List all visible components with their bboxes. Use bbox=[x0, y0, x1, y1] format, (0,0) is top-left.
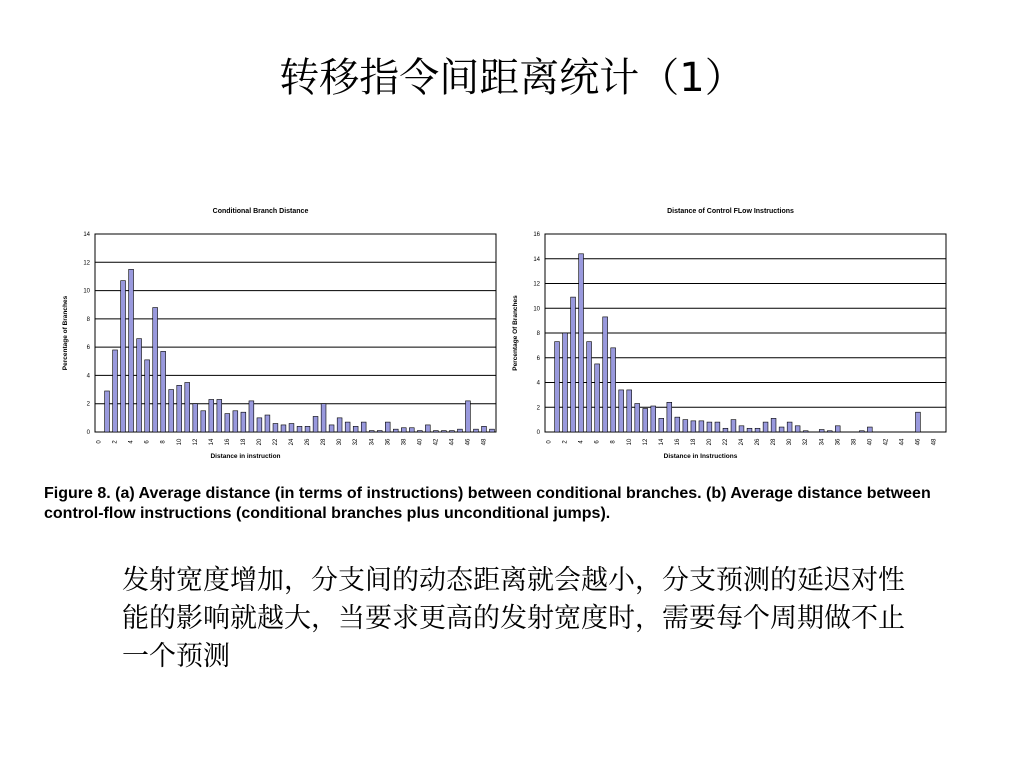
bar bbox=[377, 431, 382, 432]
bar bbox=[393, 429, 398, 432]
y-tick-label: 4 bbox=[86, 373, 90, 380]
x-tick-label: 28 bbox=[321, 438, 328, 446]
bar bbox=[667, 402, 672, 432]
bar bbox=[425, 425, 430, 432]
bar bbox=[458, 429, 463, 432]
x-tick-label: 22 bbox=[723, 438, 730, 446]
x-tick-label: 44 bbox=[899, 438, 906, 446]
bar bbox=[859, 431, 864, 432]
x-tick-label: 12 bbox=[192, 438, 199, 446]
y-tick-label: 10 bbox=[533, 306, 540, 313]
x-tick-label: 34 bbox=[819, 438, 826, 446]
bar bbox=[433, 431, 438, 432]
x-tick-label: 48 bbox=[931, 438, 938, 446]
bar bbox=[281, 425, 286, 432]
bar bbox=[401, 428, 406, 432]
y-tick-label: 0 bbox=[536, 430, 540, 436]
y-tick-label: 12 bbox=[533, 281, 540, 288]
y-axis-label: Percentage Of Branches bbox=[512, 295, 519, 371]
y-tick-label: 16 bbox=[533, 232, 540, 238]
bar bbox=[490, 429, 495, 432]
bar bbox=[385, 422, 390, 432]
bar bbox=[249, 401, 254, 432]
y-tick-label: 8 bbox=[86, 316, 90, 323]
x-tick-label: 16 bbox=[224, 438, 231, 446]
x-tick-label: 40 bbox=[867, 438, 874, 446]
bar bbox=[289, 424, 294, 432]
bar bbox=[651, 406, 656, 432]
x-tick-label: 28 bbox=[771, 438, 778, 446]
bar bbox=[675, 417, 680, 432]
bar bbox=[217, 399, 222, 432]
bar bbox=[145, 360, 150, 432]
x-tick-label: 30 bbox=[337, 438, 344, 446]
bar bbox=[177, 385, 182, 432]
bar bbox=[916, 412, 921, 432]
y-tick-label: 12 bbox=[83, 260, 90, 267]
bar bbox=[779, 427, 784, 432]
slide-title: 转移指令间距离统计（1） bbox=[279, 55, 745, 101]
bar bbox=[563, 333, 568, 432]
bar bbox=[579, 254, 584, 432]
bar bbox=[409, 428, 414, 432]
bar bbox=[731, 420, 736, 432]
x-tick-label: 8 bbox=[610, 440, 617, 444]
bar bbox=[201, 411, 206, 432]
bar bbox=[867, 427, 872, 432]
y-tick-label: 8 bbox=[536, 331, 540, 337]
figure-caption: Figure 8. (a) Average distance (in terms of instructions) between conditional branches. (b) Average distance between control-flow instructions (conditional branches plus unconditional jumps). bbox=[44, 485, 931, 522]
y-tick-label: 4 bbox=[536, 380, 540, 387]
x-tick-label: 24 bbox=[289, 438, 296, 446]
bar bbox=[482, 426, 487, 432]
x-tick-label: 6 bbox=[594, 440, 601, 444]
bar bbox=[643, 408, 648, 432]
bar bbox=[659, 418, 664, 432]
x-tick-label: 12 bbox=[642, 438, 649, 446]
x-tick-label: 6 bbox=[144, 440, 151, 444]
bar bbox=[555, 342, 560, 432]
x-tick-label: 32 bbox=[803, 438, 810, 446]
y-tick-label: 2 bbox=[86, 401, 90, 408]
x-tick-label: 40 bbox=[417, 438, 424, 446]
bar bbox=[627, 390, 632, 432]
bar bbox=[587, 342, 592, 432]
x-tick-label: 46 bbox=[465, 438, 472, 446]
x-tick-label: 4 bbox=[578, 440, 585, 444]
bar bbox=[113, 350, 118, 432]
x-tick-label: 22 bbox=[273, 438, 280, 446]
x-axis-label: Distance in instruction bbox=[210, 453, 281, 460]
y-tick-label: 6 bbox=[86, 345, 90, 352]
chart-title: Conditional Branch Distance bbox=[212, 208, 309, 215]
x-tick-label: 44 bbox=[449, 438, 456, 446]
y-tick-label: 10 bbox=[83, 288, 90, 295]
bar bbox=[739, 426, 744, 432]
bar bbox=[329, 425, 334, 432]
x-tick-label: 30 bbox=[787, 438, 794, 446]
bar bbox=[417, 431, 422, 432]
bar bbox=[611, 348, 616, 432]
x-tick-label: 38 bbox=[851, 438, 858, 446]
bar bbox=[265, 415, 270, 432]
bar bbox=[273, 424, 278, 432]
y-axis-label: Percentage of Branches bbox=[62, 295, 69, 371]
bar bbox=[603, 317, 608, 432]
bar bbox=[755, 428, 760, 432]
bar bbox=[161, 351, 166, 432]
bar bbox=[747, 428, 752, 432]
bar bbox=[635, 404, 640, 432]
x-axis-label: Distance in Instructions bbox=[663, 453, 738, 460]
bar bbox=[257, 418, 262, 432]
bar bbox=[771, 418, 776, 432]
bar bbox=[787, 422, 792, 432]
body-text: 发射宽度增加，分支间的动态距离就会越小，分支预测的延迟对性能的影响就越大，当要求更高的发射宽度时，需要每个周期做不止一个预测 bbox=[122, 565, 905, 672]
bar bbox=[619, 390, 624, 432]
x-tick-label: 24 bbox=[739, 438, 746, 446]
bar bbox=[699, 421, 704, 432]
bar bbox=[595, 364, 600, 432]
bar bbox=[449, 431, 454, 432]
x-tick-label: 20 bbox=[706, 438, 713, 446]
bar bbox=[827, 431, 832, 432]
x-tick-label: 10 bbox=[626, 438, 633, 446]
bar bbox=[819, 430, 824, 432]
x-tick-label: 42 bbox=[433, 438, 440, 446]
bar bbox=[803, 431, 808, 432]
x-tick-label: 46 bbox=[915, 438, 922, 446]
bar bbox=[361, 422, 366, 432]
x-tick-label: 14 bbox=[208, 438, 215, 446]
bar bbox=[723, 428, 728, 432]
bar bbox=[241, 412, 246, 432]
y-tick-label: 6 bbox=[536, 355, 540, 362]
x-tick-label: 4 bbox=[128, 440, 135, 444]
x-tick-label: 34 bbox=[369, 438, 376, 446]
x-tick-label: 2 bbox=[112, 440, 119, 444]
bar bbox=[715, 422, 720, 432]
bar bbox=[763, 422, 768, 432]
bar bbox=[474, 429, 479, 432]
x-tick-label: 14 bbox=[658, 438, 665, 446]
bar bbox=[185, 383, 190, 433]
x-tick-label: 2 bbox=[562, 440, 569, 444]
bar bbox=[209, 399, 214, 432]
bar bbox=[305, 426, 310, 432]
bar bbox=[707, 422, 712, 432]
bar bbox=[225, 414, 230, 432]
bar bbox=[233, 411, 238, 432]
bar bbox=[353, 426, 358, 432]
x-tick-label: 18 bbox=[690, 438, 697, 446]
x-tick-label: 20 bbox=[256, 438, 263, 446]
x-tick-label: 10 bbox=[176, 438, 183, 446]
bar bbox=[369, 431, 374, 432]
x-tick-label: 26 bbox=[305, 438, 312, 446]
bar bbox=[105, 391, 110, 432]
bar bbox=[313, 416, 318, 432]
bar bbox=[153, 308, 158, 432]
bar bbox=[835, 426, 840, 432]
x-tick-label: 0 bbox=[546, 440, 553, 444]
bar bbox=[129, 269, 134, 432]
bar bbox=[345, 422, 350, 432]
bar bbox=[137, 339, 142, 432]
bar bbox=[795, 426, 800, 432]
x-tick-label: 18 bbox=[240, 438, 247, 446]
y-tick-label: 14 bbox=[533, 256, 540, 263]
bar bbox=[193, 404, 198, 432]
bar bbox=[683, 420, 688, 432]
x-tick-label: 8 bbox=[160, 440, 167, 444]
bar bbox=[441, 431, 446, 432]
bar bbox=[169, 390, 174, 432]
y-tick-label: 2 bbox=[536, 405, 540, 412]
x-tick-label: 42 bbox=[883, 438, 890, 446]
x-tick-label: 36 bbox=[385, 438, 392, 446]
y-tick-label: 0 bbox=[86, 430, 90, 436]
x-tick-label: 32 bbox=[353, 438, 360, 446]
bar bbox=[466, 401, 471, 432]
x-tick-label: 48 bbox=[481, 438, 488, 446]
bar bbox=[297, 426, 302, 432]
bar bbox=[571, 297, 576, 432]
bar bbox=[121, 281, 126, 432]
bar bbox=[321, 404, 326, 432]
x-tick-label: 26 bbox=[755, 438, 762, 446]
y-tick-label: 14 bbox=[83, 232, 90, 238]
x-tick-label: 0 bbox=[96, 440, 103, 444]
bar bbox=[691, 421, 696, 432]
x-tick-label: 36 bbox=[835, 438, 842, 446]
chart-title: Distance of Control FLow Instructions bbox=[667, 208, 794, 215]
bar bbox=[337, 418, 342, 432]
x-tick-label: 16 bbox=[674, 438, 681, 446]
x-tick-label: 38 bbox=[401, 438, 408, 446]
